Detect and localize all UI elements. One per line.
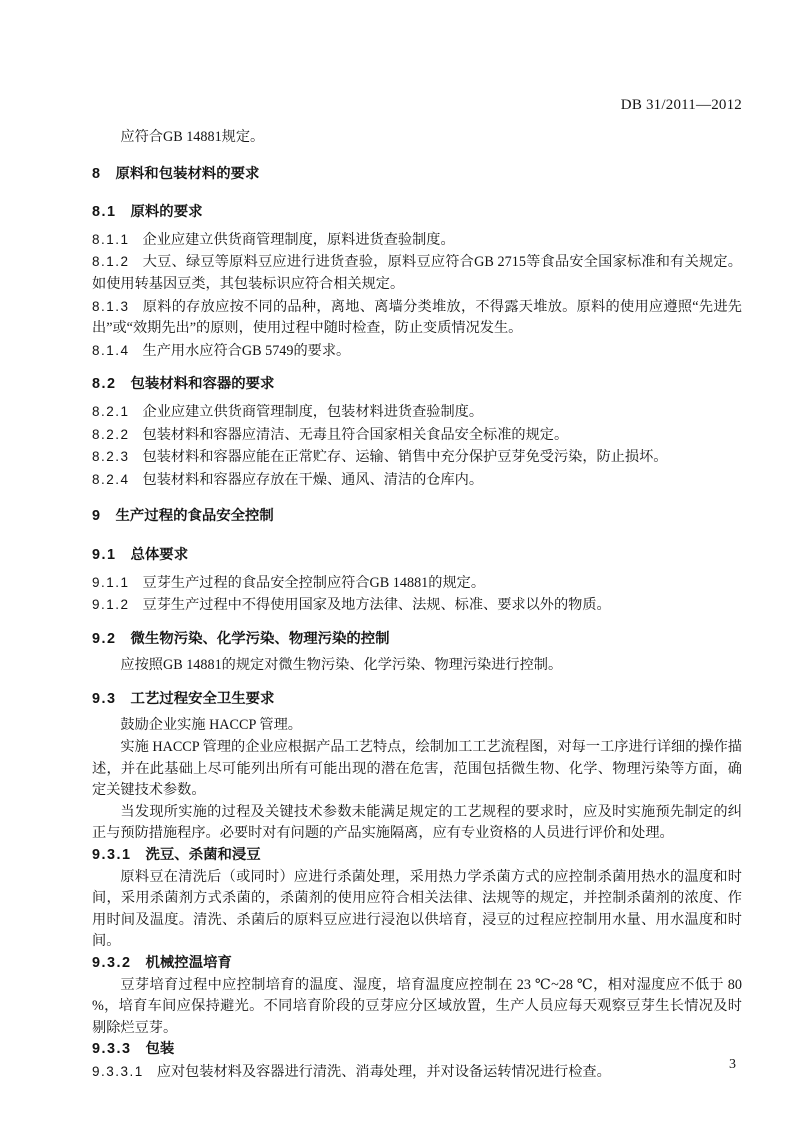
body-paragraph: 应按照GB 14881的规定对微生物污染、化学污染、物理污染进行控制。 [120, 657, 563, 674]
clause-text: 包装材料和容器应清洁、无毒且符合国家相关食品安全标准的规定。 [142, 426, 569, 443]
clause-text: 原料的存放应按不同的品种，离地、离墙分类堆放，不得露天堆放。原料的使用应遵照“先进先出”或“效期先出”的原则，使用过程中随时检查，防止变质情况发生。 [92, 298, 742, 337]
clause-text: 包装材料和容器应存放在干燥、通风、清洁的仓库内。 [142, 471, 484, 488]
clause-number: 8.1 [92, 204, 117, 221]
clause-9-1-1 [92, 572, 742, 595]
clause-number: 9.3.1 [92, 847, 132, 864]
clause-title: 生产过程的食品安全控制 [115, 508, 274, 525]
clause-9-3-3-1 [92, 1061, 742, 1084]
subsection-heading-9-2 [92, 629, 742, 651]
body-paragraph: 鼓励企业实施 HACCP 管理。 [120, 717, 302, 734]
clause-text: 包装材料和容器应能在正常贮存、运输、销售中充分保护豆芽免受污染，防止损坏。 [142, 449, 668, 466]
clause-text: 豆芽生产过程的食品安全控制应符合GB 14881的规定。 [142, 574, 486, 591]
clause-title: 洗豆、杀菌和浸豆 [145, 847, 261, 864]
clause-8-2-2 [92, 424, 742, 447]
clause-number: 8.2.2 [92, 426, 130, 442]
clause-number: 9.2 [92, 630, 117, 647]
clause-8-1-4 [92, 340, 742, 363]
subclause-heading-9-3-2 [92, 953, 742, 975]
clause-number: 8 [92, 165, 102, 182]
clause-8-1-3 [92, 296, 742, 340]
clause-text: 应对包装材料及容器进行清洗、消毒处理，并对设备运转情况进行检查。 [156, 1063, 611, 1080]
document-content [92, 97, 742, 1084]
clause-8-1-1 [92, 229, 742, 252]
clause-text: 企业应建立供货商管理制度，原料进货查验制度。 [142, 231, 455, 248]
clause-number: 9.3.3 [92, 1041, 132, 1058]
clause-number: 8.1.2 [92, 254, 130, 270]
clause-number: 8.1.4 [92, 342, 130, 358]
body-paragraph: 原料豆在清洗后（或同时）应进行杀菌处理，采用热力学杀菌方式的应控制杀菌用热水的温度和时间，采用杀菌剂方式杀菌的，杀菌剂的使用应符合相关法律、法规等的规定，并控制杀菌剂的浓度、作用时间及温度。清洗、杀菌后的原料豆应进行浸泡以供培育，浸豆的过程应控制用水量、用水温度和时间。 [92, 868, 742, 950]
clause-title: 包装材料和容器的要求 [130, 376, 275, 393]
clause-number: 9.3.2 [92, 955, 132, 971]
body-paragraph: 当发现所实施的过程及关键技术参数未能满足规定的工艺规程的要求时，应及时实施预先制定的纠正与预防措施程序。必要时对有问题的产品实施隔离，应有专业资格的人员进行评价和处理。 [92, 803, 742, 842]
subclause-heading-9-3-1 [92, 845, 742, 867]
clause-number: 9.1 [92, 546, 117, 563]
body-paragraph: 豆芽培育过程中应控制培育的温度、湿度，培育温度应控制在 23 ℃~28 ℃，相对湿度应不低于 80 %，培育车间应保持避光。不同培育阶段的豆芽应分区域放置，生产人员应每天观察豆芽生长情况及时剔除烂豆芽。 [92, 976, 742, 1036]
body-paragraph: 实施 HACCP 管理的企业应根据产品工艺特点，绘制加工工艺流程图，对每一工序进行详细的操作描述，并在此基础上尽可能列出所有可能出现的潜在危害，范围包括微生物、化学、物理污染等方面，确定关键技术参数。 [92, 739, 742, 799]
clause-number: 8.1.3 [92, 298, 130, 314]
clause-title: 包装 [145, 1041, 175, 1058]
clause-number: 9.1.2 [92, 597, 130, 613]
body-paragraph: 应符合GB 14881规定。 [120, 129, 265, 145]
page-number: 3 [729, 1057, 736, 1072]
clause-number: 8.2.1 [92, 403, 130, 419]
clause-number: 9 [92, 508, 102, 525]
standard-number-header: DB 31/2011—2012 [620, 97, 742, 113]
clause-title: 原料的要求 [130, 204, 203, 221]
clause-title: 工艺过程安全卫生要求 [130, 690, 275, 707]
subsection-heading-9-3 [92, 689, 742, 711]
clause-8-2-3 [92, 446, 742, 469]
clause-number: 8.2.4 [92, 471, 130, 487]
clause-title: 机械控温培育 [145, 955, 232, 971]
clause-number: 8.2 [92, 376, 117, 393]
clause-number: 9.3.3.1 [92, 1063, 144, 1079]
clause-text: 豆芽生产过程中不得使用国家及地方法律、法规、标准、要求以外的物质。 [142, 597, 611, 614]
clause-title: 总体要求 [130, 546, 189, 563]
clause-text: 企业应建立供货商管理制度，包装材料进货查验制度。 [142, 403, 484, 420]
clause-number: 9.1.1 [92, 574, 130, 590]
clause-text: 大豆、绿豆等原料豆应进行进货查验，原料豆应符合GB 2715等食品安全国家标准和有关规定。如使用转基因豆类，其包装标识应符合相关规定。 [92, 254, 742, 292]
section-heading-9 [92, 506, 742, 528]
clause-8-2-1 [92, 401, 742, 424]
section-heading-8 [92, 164, 742, 186]
clause-number: 8.2.3 [92, 449, 130, 465]
clause-title: 原料和包装材料的要求 [115, 165, 260, 182]
clause-number: 9.3 [92, 690, 117, 707]
clause-8-1-2 [92, 251, 742, 295]
clause-text: 生产用水应符合GB 5749的要求。 [142, 342, 351, 359]
clause-9-1-2 [92, 594, 742, 617]
subsection-heading-9-1 [92, 545, 742, 567]
subsection-heading-8-1 [92, 202, 742, 224]
subclause-heading-9-3-3 [92, 1039, 742, 1061]
clause-title: 微生物污染、化学污染、物理污染的控制 [130, 630, 390, 647]
subsection-heading-8-2 [92, 374, 742, 396]
clause-8-2-4 [92, 469, 742, 492]
clause-number: 8.1.1 [92, 231, 130, 247]
